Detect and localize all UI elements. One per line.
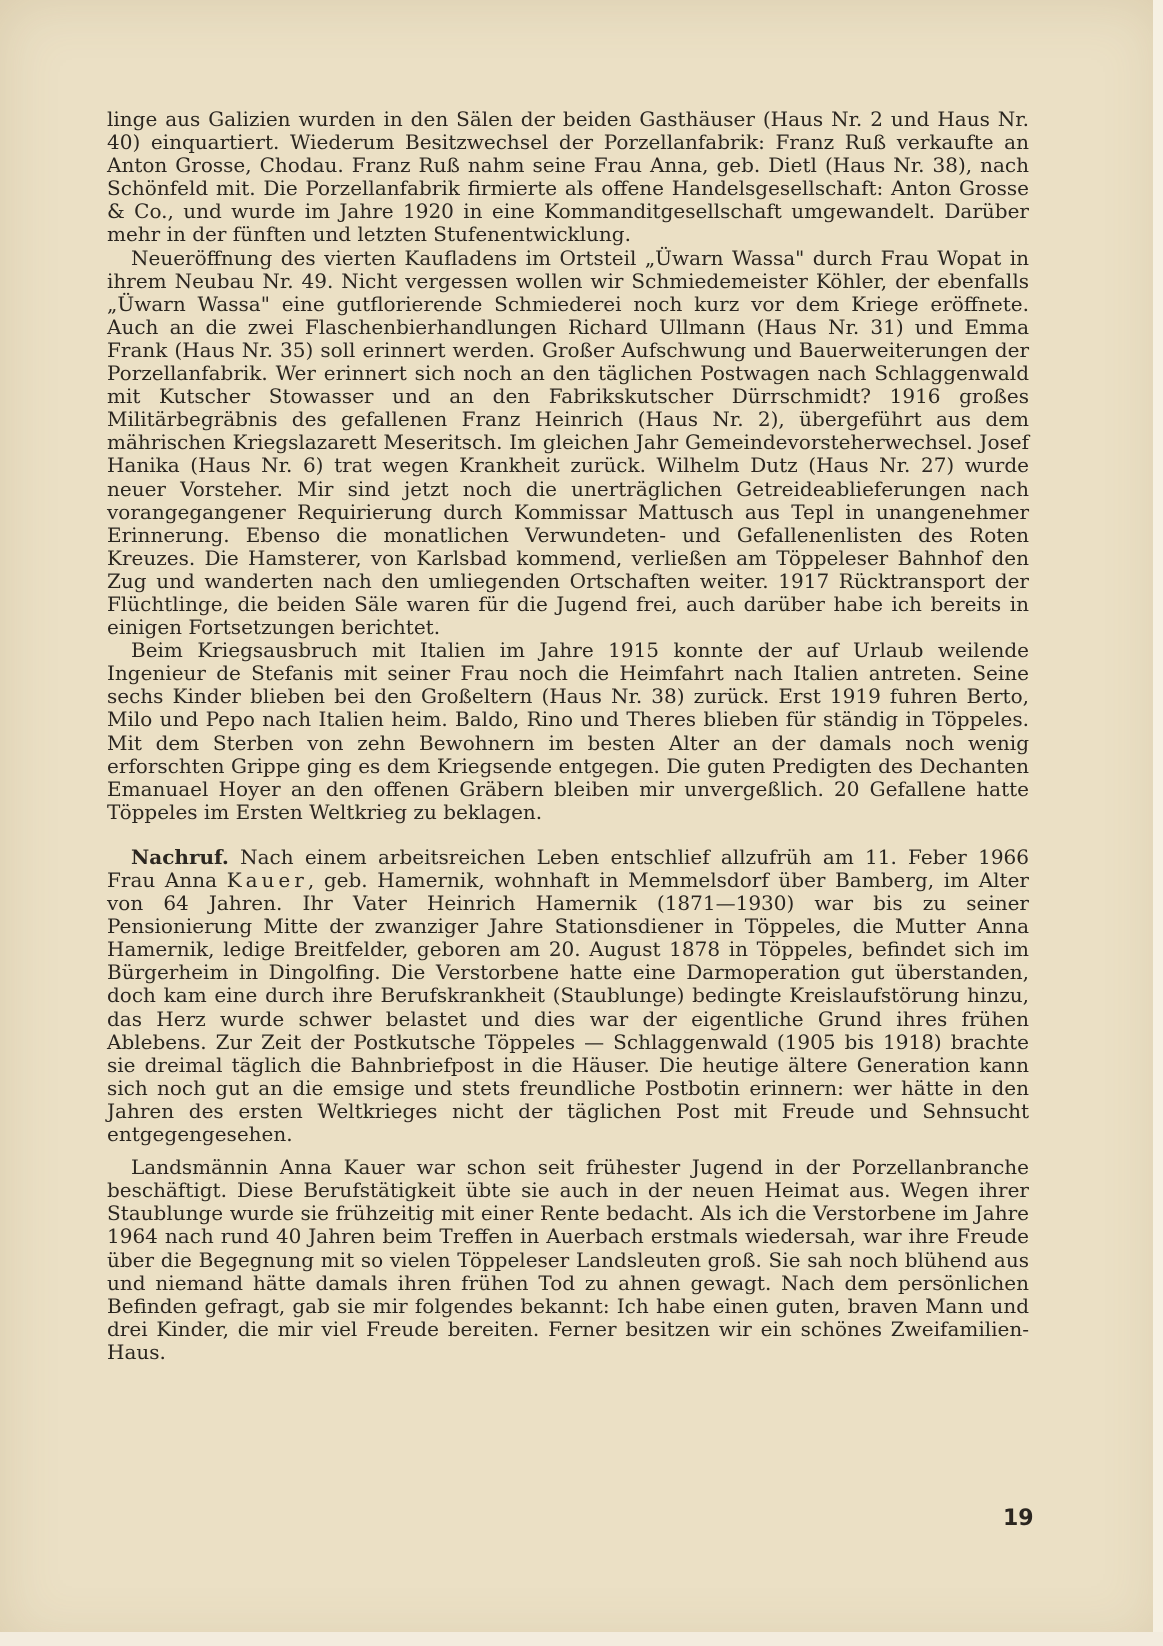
nachruf-heading: Nachruf. xyxy=(131,844,229,869)
scan-bottom-edge xyxy=(0,1632,1163,1646)
scan-edge xyxy=(1153,0,1163,1646)
nachruf-text-rest: , geb. Hamernik, wohnhaft in Memmelsdorf über Bamberg, im Alter von 64 Jahren. Ihr Vater Heinrich Hamernik (1871—1930) war bis zu seiner Pensionierung Mitte der zwanziger Jahre Stationsdiener in Töppeles, die Mutter Anna Hamernik, ledige Breitfelder, geboren am 20. August 1878 in Töppeles, befindet sich im Bürgerheim in Dingolfing. Die Verstorbene hatte eine Darmoperation gut überstanden, doch kam eine durch ihre Berufskrankheit (Staublunge) bedingte Kreislaufstörung hinzu, das Herz wurde schwer belastet und dies war der eigentliche Grund ihres frühen Ablebens. Zur Zeit der Postkutsche Töppeles — Schlaggenwald (1905 bis 1918) brachte sie dreimal täglich die Bahnbriefpost in die Häuser. Die heutige ältere Generation kann sich noch gut an die emsige und stets freundliche Postbotin erinnern: wer hätte in den Jahren des ersten Weltkrieges nicht der täglichen Post mit Freude und Sehnsucht entgegengesehen. xyxy=(107,868,1029,1147)
nachruf-text-start: Nach einem arbeitsreichen Leben entschlief allzufrüh am 11. Feber 1966 Frau Anna xyxy=(107,844,1029,892)
paragraph-galizien: linge aus Galizien wurden in den Sälen der beiden Gasthäuser (Haus Nr. 2 und Haus Nr. 40) einquartiert. Wiederum Besitzwechsel der Porzellanfabrik: Franz Ruß verkaufte an Anton Grosse, Chodau. Franz Ruß nahm seine Frau Anna, geb. Dietl (Haus Nr. 38), nach Schönfeld mit. Die Porzellanfabrik firmierte als offene Handelsgesellschaft: Anton Grosse & Co., und wurde im Jahre 1920 in eine Kommanditgesellschaft umgewandelt. Darüber mehr in der fünften und letzten Stufenentwicklung. xyxy=(107,107,1029,247)
paragraph-kaufladen: Neueröffnung des vierten Kaufladens im Ortsteil „Üwarn Wassa" durch Frau Wopat in ihrem Neubau Nr. 49. Nicht vergessen wollen wir Schmiedemeister Köhler, der ebenfalls „Üwarn Wassa" eine gutflorierende Schmiederei noch kurz vor dem Kriege eröffnete. Auch an die zwei Flaschenbierhandlungen Richard Ullmann (Haus Nr. 31) und Emma Frank (Haus Nr. 35) soll erinnert werden. Großer Aufschwung und Bauerweiterungen der Porzellanfabrik. Wer erinnert sich noch an den täglichen Postwagen nach Schlaggenwald mit Kutscher Stowasser und an den Fabrikskutscher Dürrschmidt? 1916 großes Militärbegräbnis des gefallenen Franz Heinrich (Haus Nr. 2), übergeführt aus dem mährischen Kriegslazarett Meseritsch. Im gleichen Jahr Gemeindevorsteherwechsel. Josef Hanika (Haus Nr. 6) trat wegen Krankheit zurück. Wilhelm Dutz (Haus Nr. 27) wurde neuer Vorsteher. Mir sind jetzt noch die unerträglichen Getreideablieferungen nach vorangegangener Requirierung durch Kommissar Mattusch aus Tepl in unangenehmer Erinnerung. Ebenso die monatlichen Verwundeten- und Gefallenenlisten des Roten Kreuzes. Die Hamsterer, von Karlsbad kommend, verließen am Töppeleser Bahnhof den Zug und wanderten nach den umliegenden Ortschaften weiter. 1917 Rücktransport der Flüchtlinge, die beiden Säle waren für die Jugend frei, auch darüber habe ich bereits in einigen Fortsetzungen berichtet. xyxy=(107,245,1029,640)
paragraph-italien: Beim Kriegsausbruch mit Italien im Jahre 1915 konnte der auf Urlaub weilende Ingenieur de Stefanis mit seiner Frau noch die Heimfahrt nach Italien antreten. Seine sechs Kinder blieben bei den Großeltern (Haus Nr. 38) zurück. Erst 1919 fuhren Berto, Milo und Pepo nach Italien heim. Baldo, Rino und Theres blieben für ständig in Töppeles. Mit dem Sterben von zehn Bewohnern im besten Alter an der damals noch wenig erforschten Grippe ging es dem Kriegsende entgegen. Die guten Predigten des Dechanten Emanuael Hoyer an den offenen Gräbern bleiben mir unvergeßlich. 20 Gefallene hatte Töppeles im Ersten Weltkrieg zu beklagen. xyxy=(107,638,1029,824)
paragraph-nachruf xyxy=(107,846,1029,1146)
page-number: 19 xyxy=(1003,1506,1034,1531)
nachruf-name: Kauer xyxy=(226,868,308,892)
body-text xyxy=(107,108,1029,1364)
paragraph-landsmaennin: Landsmännin Anna Kauer war schon seit frühester Jugend in der Porzellanbranche beschäftigt. Diese Berufstätigkeit übte sie auch in der neuen Heimat aus. Wegen ihrer Staublunge wurde sie frühzeitig mit einer Rente bedacht. Als ich die Verstorbene im Jahre 1964 nach rund 40 Jahren beim Treffen in Auerbach erstmals wiedersah, war ihre Freude über die Begegnung mit so vielen Töppeleser Landsleuten groß. Sie sah noch blühend aus und niemand hätte damals ihren frühen Tod zu ahnen gewagt. Nach dem persönlichen Befinden gefragt, gab sie mir folgendes bekannt: Ich habe einen guten, braven Mann und drei Kinder, die mir viel Freude bereiten. Ferner besitzen wir ein schönes Zweifamilien-Haus. xyxy=(107,1155,1029,1364)
